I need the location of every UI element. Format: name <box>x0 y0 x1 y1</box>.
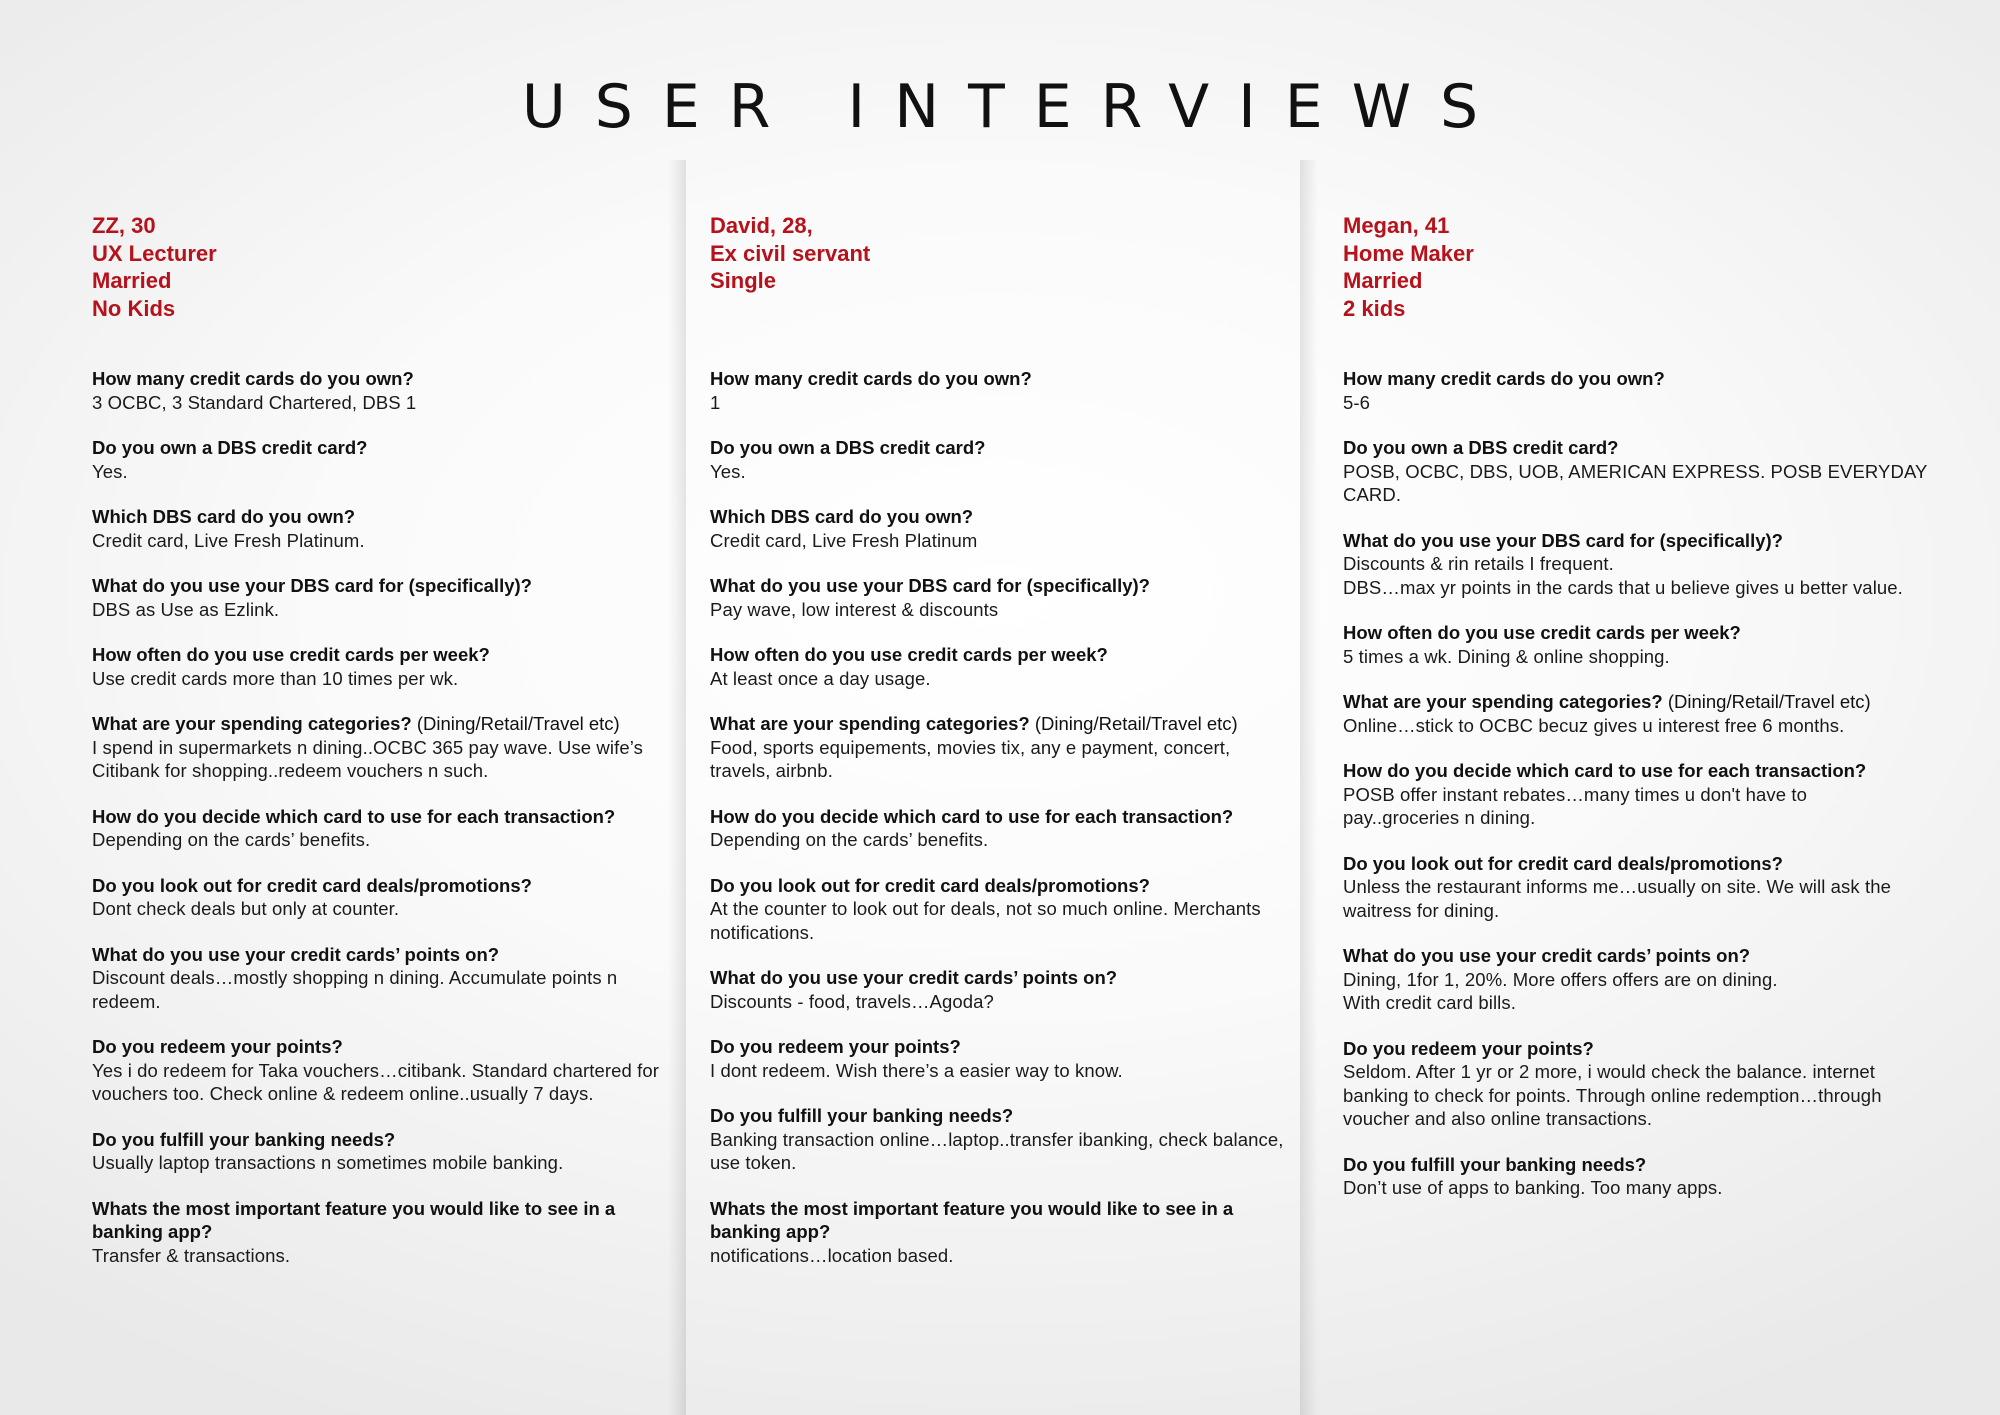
answer: notifications…location based. <box>710 1244 954 1266</box>
profile-line: UX Lecturer <box>92 240 217 266</box>
profile-line: 2 kids <box>1343 295 1406 321</box>
answer: Seldom. After 1 yr or 2 more, i would check the balance. internet banking to check for points. Through online redemption…through voucher and also online transactions. <box>1343 1061 1882 1129</box>
question-text: How many credit cards do you own? <box>92 368 414 389</box>
question-text: Do you fulfill your banking needs? <box>92 1128 396 1150</box>
question <box>1343 621 1928 645</box>
column-divider <box>668 160 686 1415</box>
question <box>92 1128 662 1152</box>
qa-item <box>710 874 1290 945</box>
answer: Credit card, Live Fresh Platinum <box>710 529 978 551</box>
profile-line: David, 28, <box>710 213 813 238</box>
answer: Yes. <box>92 460 128 482</box>
answer: Food, sports equipements, movies tix, any e payment, concert, travels, airbnb. <box>710 736 1231 781</box>
question <box>1343 852 1928 876</box>
interviewee-profile <box>92 212 662 322</box>
profile-line: Home Maker <box>1343 240 1474 266</box>
question <box>710 1104 1290 1128</box>
question-text: Which DBS card do you own? <box>92 506 356 527</box>
question <box>92 367 662 391</box>
question-text: How often do you use credit cards per week? <box>710 644 1108 665</box>
question-note: (Dining/Retail/Travel etc) <box>411 713 620 734</box>
page-title: USER INTERVIEWS <box>521 72 1508 142</box>
question-text: Do you look out for credit card deals/promotions? <box>710 874 1150 896</box>
answer: Usually laptop transactions n sometimes mobile banking. <box>92 1152 564 1173</box>
answer: Yes. <box>710 460 746 482</box>
answer: Credit card, Live Fresh Platinum. <box>92 529 365 551</box>
question-text: What do you use your credit cards’ points on? <box>1343 945 1751 966</box>
answer: I dont redeem. Wish there’s a easier way to know. <box>710 1059 1123 1081</box>
answer: Banking transaction online…laptop..transfer ibanking, check balance, use token. <box>710 1128 1284 1173</box>
answer: DBS as Use as Ezlink. <box>92 598 280 620</box>
answer: Dont check deals but only at counter. <box>92 898 400 919</box>
qa-item <box>92 805 662 852</box>
profile-line: No Kids <box>92 295 176 321</box>
profile-line: Married <box>92 268 172 293</box>
answer: Dining, 1for 1, 20%. More offers offers are on dining. With credit card bills. <box>1343 968 1778 1013</box>
answer: 3 OCBC, 3 Standard Chartered, DBS 1 <box>92 391 417 413</box>
question <box>92 874 662 898</box>
answer: Discounts - food, travels…Agoda? <box>710 990 994 1012</box>
qa-item <box>92 1197 662 1268</box>
qa-item <box>710 1197 1290 1268</box>
question-text: Whats the most important feature you would like to see in a banking app? <box>92 1197 616 1242</box>
question-text: How often do you use credit cards per week? <box>92 644 490 665</box>
qa-item <box>710 643 1290 690</box>
question <box>1343 436 1928 460</box>
question-text: What are your spending categories? <box>92 713 412 734</box>
interviewee-profile <box>1343 212 1928 322</box>
question-text: Which DBS card do you own? <box>710 506 974 527</box>
answer: 5-6 <box>1343 391 1371 413</box>
profile-line: Married <box>1343 268 1423 293</box>
qa-list <box>710 367 1290 1289</box>
answer: POSB offer instant rebates…many times u don't have to pay..groceries n dining. <box>1343 783 1808 828</box>
question-text: What are your spending categories? <box>1343 691 1663 712</box>
answer: 1 <box>710 391 721 413</box>
qa-item <box>92 505 662 552</box>
qa-list <box>92 367 662 1289</box>
qa-item <box>710 574 1290 621</box>
question <box>710 643 1290 667</box>
qa-item <box>92 712 662 783</box>
question-text: What are your spending categories? <box>710 713 1030 734</box>
interview-column-1 <box>92 212 662 1266</box>
question-text: Do you own a DBS credit card? <box>92 437 368 458</box>
question <box>1343 1037 1928 1061</box>
question <box>710 805 1290 829</box>
question <box>1343 944 1928 968</box>
question-text: What do you use your credit cards’ points on? <box>92 943 500 965</box>
question <box>92 436 662 460</box>
question-text: Do you redeem your points? <box>92 1036 343 1057</box>
qa-item <box>1343 436 1928 507</box>
question <box>710 874 1290 898</box>
question <box>92 1035 662 1059</box>
qa-item <box>710 436 1290 483</box>
question-text: Do you look out for credit card deals/promotions? <box>1343 852 1783 874</box>
question <box>710 712 1290 736</box>
question <box>710 574 1290 598</box>
qa-item <box>1343 944 1928 1015</box>
question-text: Do you own a DBS credit card? <box>710 437 986 458</box>
question-text: How do you decide which card to use for each transaction? <box>92 805 616 827</box>
question-text: What do you use your DBS card for (specifically)? <box>92 575 532 596</box>
profile-line: Ex civil servant <box>710 240 871 266</box>
question-text: How many credit cards do you own? <box>1343 368 1665 389</box>
qa-item <box>92 1128 662 1175</box>
profile-line: Single <box>710 268 777 293</box>
qa-item <box>1343 621 1928 668</box>
question <box>1343 759 1928 783</box>
qa-item <box>1343 1037 1928 1131</box>
qa-item <box>710 966 1290 1013</box>
question <box>92 712 662 736</box>
question <box>710 367 1290 391</box>
answer: Use credit cards more than 10 times per wk. <box>92 667 459 689</box>
question-note: (Dining/Retail/Travel etc) <box>1662 691 1871 712</box>
qa-item <box>1343 690 1928 737</box>
answer: Discount deals…mostly shopping n dining. Accumulate points n redeem. <box>92 967 618 1012</box>
interviewee-profile <box>710 212 1290 295</box>
question-text: Do you own a DBS credit card? <box>1343 437 1619 458</box>
qa-item <box>710 505 1290 552</box>
question <box>1343 529 1928 553</box>
question <box>1343 1153 1928 1177</box>
question-text: How do you decide which card to use for each transaction? <box>1343 760 1867 781</box>
interview-column-2 <box>710 212 1290 1266</box>
answer: Discounts & rin retails I frequent. DBS…max yr points in the cards that u believe gives u better value. <box>1343 553 1903 598</box>
answer: Depending on the cards’ benefits. <box>92 829 371 850</box>
question-text: Do you redeem your points? <box>710 1036 961 1057</box>
answer: Yes i do redeem for Taka vouchers…citibank. Standard chartered for vouchers too. Check online & redeem online..usually 7 days. <box>92 1059 660 1104</box>
answer: Depending on the cards’ benefits. <box>710 829 989 850</box>
qa-list <box>1343 367 1928 1222</box>
answer: Don’t use of apps to banking. Too many apps. <box>1343 1177 1723 1198</box>
question-text: What do you use your DBS card for (specifically)? <box>1343 529 1783 551</box>
qa-item <box>92 367 662 414</box>
qa-item <box>1343 367 1928 414</box>
question <box>92 1197 662 1244</box>
question <box>710 1035 1290 1059</box>
question-text: What do you use your credit cards’ points on? <box>710 967 1118 988</box>
question <box>92 805 662 829</box>
profile-line: ZZ, 30 <box>92 213 156 238</box>
qa-item <box>92 574 662 621</box>
qa-item <box>710 1104 1290 1175</box>
answer: I spend in supermarkets n dining..OCBC 365 pay wave. Use wife’s Citibank for shopping..redeem vouchers n such. <box>92 736 643 781</box>
qa-item <box>1343 759 1928 830</box>
question <box>710 505 1290 529</box>
question-text: How do you decide which card to use for each transaction? <box>710 805 1234 827</box>
question-text: Do you redeem your points? <box>1343 1037 1594 1059</box>
question-text: Do you look out for credit card deals/promotions? <box>92 874 532 896</box>
interview-column-3 <box>1343 212 1928 1198</box>
question-text: How often do you use credit cards per week? <box>1343 622 1741 643</box>
profile-line: Megan, 41 <box>1343 213 1450 238</box>
qa-item <box>1343 1153 1928 1200</box>
qa-item <box>92 436 662 483</box>
qa-item <box>92 643 662 690</box>
question-text: Whats the most important feature you would like to see in a banking app? <box>710 1197 1234 1242</box>
question <box>710 1197 1290 1244</box>
answer: At least once a day usage. <box>710 667 931 689</box>
question <box>92 643 662 667</box>
question <box>1343 690 1928 714</box>
question <box>92 574 662 598</box>
question <box>710 436 1290 460</box>
answer: Unless the restaurant informs me…usually on site. We will ask the waitress for dining. <box>1343 876 1892 921</box>
qa-item <box>710 712 1290 783</box>
qa-item <box>1343 852 1928 923</box>
answer: Transfer & transactions. <box>92 1244 291 1266</box>
question-text: Do you fulfill your banking needs? <box>710 1105 1014 1126</box>
qa-item <box>710 367 1290 414</box>
question-text: What do you use your DBS card for (specifically)? <box>710 575 1150 596</box>
qa-item <box>92 874 662 921</box>
qa-item <box>92 943 662 1014</box>
question-note: (Dining/Retail/Travel etc) <box>1029 713 1238 734</box>
question-text: How many credit cards do you own? <box>710 368 1032 389</box>
answer: 5 times a wk. Dining & online shopping. <box>1343 645 1670 667</box>
qa-item <box>92 1035 662 1106</box>
question <box>92 505 662 529</box>
question <box>92 943 662 967</box>
qa-item <box>710 805 1290 852</box>
question <box>1343 367 1928 391</box>
answer: At the counter to look out for deals, not so much online. Merchants notifications. <box>710 898 1261 943</box>
column-divider <box>1300 160 1318 1415</box>
question-text: Do you fulfill your banking needs? <box>1343 1153 1647 1175</box>
qa-item <box>1343 529 1928 600</box>
qa-item <box>710 1035 1290 1082</box>
question <box>710 966 1290 990</box>
answer: Pay wave, low interest & discounts <box>710 598 999 620</box>
answer: POSB, OCBC, DBS, UOB, AMERICAN EXPRESS. POSB EVERYDAY CARD. <box>1343 460 1928 505</box>
answer: Online…stick to OCBC becuz gives u interest free 6 months. <box>1343 714 1845 736</box>
